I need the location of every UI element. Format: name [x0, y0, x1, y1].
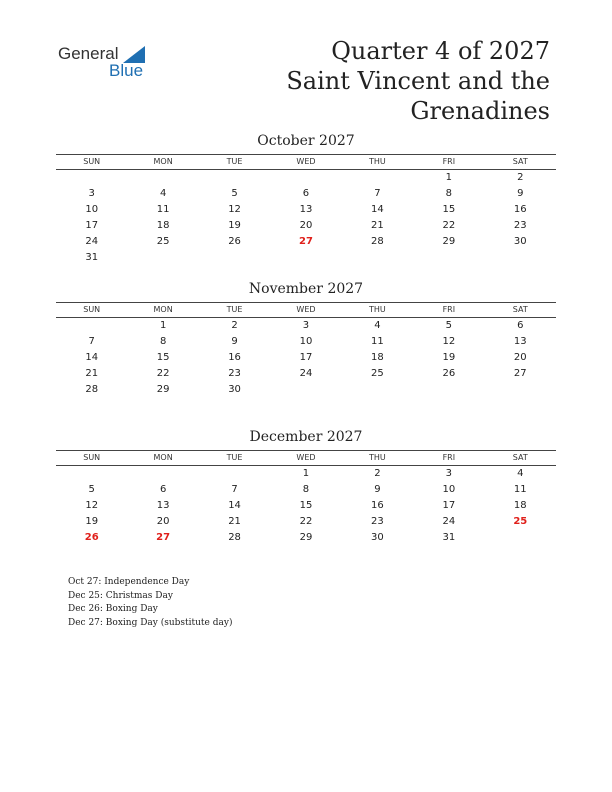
day-cell: 21	[228, 516, 241, 527]
logo-blue-text: Blue	[109, 61, 144, 80]
holiday-note: Dec 26: Boxing Day	[68, 604, 158, 615]
day-cell: 28	[85, 384, 99, 395]
day-cell: 14	[371, 204, 384, 215]
day-cell: 24	[442, 516, 456, 527]
day-cell: 8	[302, 484, 310, 495]
day-grid	[56, 170, 556, 266]
day-cell: 23	[371, 516, 384, 527]
day-cell: 30	[228, 384, 241, 395]
day-cell: 22	[156, 368, 170, 379]
day-cell: 29	[442, 236, 456, 247]
holiday-notes	[68, 576, 232, 631]
day-cell: 6	[159, 484, 167, 495]
title-line-3: Grenadines	[410, 97, 550, 125]
day-cell-empty	[127, 466, 198, 482]
day-cell: 5	[445, 320, 453, 331]
day-cell: 4	[374, 320, 381, 331]
day-cell: 25	[371, 368, 384, 379]
weekday-label: SUN	[83, 453, 101, 462]
day-cell: 15	[299, 500, 313, 511]
day-cell-empty	[127, 170, 198, 186]
weekday-label: FRI	[442, 157, 456, 166]
day-cell: 30	[513, 236, 527, 247]
day-cell: 21	[85, 368, 99, 379]
weekday-label: SAT	[512, 157, 528, 166]
holiday-note: Oct 27: Independence Day	[68, 577, 190, 587]
day-cell: 6	[517, 320, 524, 331]
day-cell: 7	[231, 484, 238, 495]
day-cell: 22	[442, 220, 456, 231]
day-cell: 1	[302, 468, 310, 479]
day-cell: 12	[85, 500, 99, 511]
day-cell: 13	[299, 204, 313, 215]
weekday-label: SAT	[512, 453, 528, 462]
day-cell: 13	[513, 336, 527, 347]
day-cell-empty	[56, 170, 127, 186]
day-grid	[56, 318, 556, 398]
weekday-label: WED	[296, 453, 316, 462]
day-cell: 8	[445, 188, 453, 199]
day-cell: 20	[299, 220, 313, 231]
day-cell: 25	[156, 236, 170, 247]
day-cell: 2	[374, 468, 381, 479]
weekday-label: WED	[296, 157, 316, 166]
day-cell: 3	[445, 468, 453, 479]
generalblue-logo	[58, 44, 158, 84]
day-cell: 16	[513, 204, 527, 215]
weekday-header	[56, 450, 556, 466]
day-cell: 19	[442, 352, 456, 363]
holiday-note: Dec 25: Christmas Day	[68, 590, 173, 601]
title-line-1: Quarter 4 of 2027	[331, 37, 550, 65]
weekday-label: THU	[369, 453, 386, 462]
weekday-label: FRI	[442, 305, 456, 314]
day-cell: 12	[442, 336, 456, 347]
day-cell: 28	[228, 532, 241, 543]
day-cell: 20	[513, 352, 527, 363]
day-cell-empty	[199, 170, 270, 186]
day-cell: 30	[371, 532, 384, 543]
day-cell: 2	[517, 172, 524, 183]
weekday-label: SUN	[83, 157, 101, 166]
day-cell-empty	[199, 466, 270, 482]
day-cell: 1	[159, 320, 167, 331]
day-cell: 18	[156, 220, 170, 231]
weekday-label: SUN	[83, 305, 101, 314]
day-cell: 15	[156, 352, 170, 363]
day-cell: 4	[517, 468, 524, 479]
day-cell: 29	[299, 532, 313, 543]
month-name: November 2027	[248, 281, 364, 297]
day-cell: 27	[513, 368, 527, 379]
holiday-day-cell: 26	[84, 532, 99, 543]
holiday-day-cell: 25	[513, 516, 528, 527]
day-cell: 29	[156, 384, 170, 395]
weekday-label: WED	[296, 305, 316, 314]
day-cell: 24	[299, 368, 313, 379]
day-cell: 13	[156, 500, 170, 511]
day-cell: 3	[88, 188, 95, 199]
day-cell: 20	[156, 516, 170, 527]
day-cell: 18	[513, 500, 527, 511]
day-grid	[56, 466, 556, 546]
day-cell: 2	[231, 320, 238, 331]
day-cell: 1	[445, 172, 453, 183]
day-cell-empty	[270, 170, 341, 186]
weekday-label: MON	[153, 453, 173, 462]
day-cell: 12	[228, 204, 241, 215]
day-cell-empty	[56, 318, 127, 334]
day-cell: 3	[302, 320, 310, 331]
weekday-label: TUE	[226, 453, 243, 462]
day-cell: 15	[442, 204, 456, 215]
month-october	[56, 132, 556, 266]
day-cell: 9	[517, 188, 524, 199]
day-cell: 5	[88, 484, 95, 495]
logo-general-text: General	[58, 44, 119, 63]
day-cell: 17	[442, 500, 456, 511]
weekday-header	[56, 154, 556, 170]
day-cell: 7	[374, 188, 381, 199]
day-cell: 14	[228, 500, 241, 511]
weekday-label: THU	[369, 305, 386, 314]
day-cell: 8	[159, 336, 167, 347]
title-line-2: Saint Vincent and the	[286, 67, 550, 95]
day-cell: 31	[85, 252, 99, 263]
day-cell: 24	[85, 236, 99, 247]
month-name: October 2027	[257, 133, 355, 149]
day-cell: 10	[442, 484, 456, 495]
weekday-label: MON	[153, 157, 173, 166]
month-name: December 2027	[249, 429, 363, 445]
month-december	[56, 428, 556, 546]
day-cell: 7	[88, 336, 95, 347]
day-cell: 23	[513, 220, 527, 231]
day-cell: 26	[228, 236, 241, 247]
weekday-label: SAT	[512, 305, 528, 314]
day-cell: 10	[299, 336, 313, 347]
day-cell: 28	[371, 236, 384, 247]
day-cell: 21	[371, 220, 384, 231]
month-november	[56, 280, 556, 398]
day-cell: 26	[442, 368, 456, 379]
day-cell: 9	[374, 484, 381, 495]
holiday-note: Dec 27: Boxing Day (substitute day)	[68, 618, 233, 629]
day-cell: 19	[85, 516, 99, 527]
day-cell: 31	[442, 532, 456, 543]
weekday-label: THU	[369, 157, 386, 166]
day-cell: 23	[228, 368, 241, 379]
day-cell: 16	[228, 352, 241, 363]
day-cell: 16	[371, 500, 384, 511]
day-cell: 10	[85, 204, 99, 215]
day-cell-empty	[56, 466, 127, 482]
day-cell-empty	[342, 170, 413, 186]
holiday-day-cell: 27	[156, 532, 171, 543]
day-cell: 11	[371, 336, 384, 347]
weekday-header	[56, 302, 556, 318]
weekday-label: MON	[153, 305, 173, 314]
day-cell: 17	[299, 352, 313, 363]
day-cell: 9	[231, 336, 238, 347]
day-cell: 4	[159, 188, 167, 199]
page-title	[286, 36, 550, 126]
weekday-label: TUE	[226, 157, 243, 166]
day-cell: 14	[85, 352, 99, 363]
day-cell: 22	[299, 516, 313, 527]
day-cell: 11	[156, 204, 170, 215]
day-cell: 17	[85, 220, 99, 231]
weekday-label: TUE	[226, 305, 243, 314]
day-cell: 11	[513, 484, 527, 495]
day-cell: 18	[371, 352, 384, 363]
day-cell: 5	[231, 188, 238, 199]
holiday-day-cell: 27	[299, 236, 313, 247]
day-cell: 6	[302, 188, 310, 199]
weekday-label: FRI	[442, 453, 456, 462]
day-cell: 19	[228, 220, 241, 231]
